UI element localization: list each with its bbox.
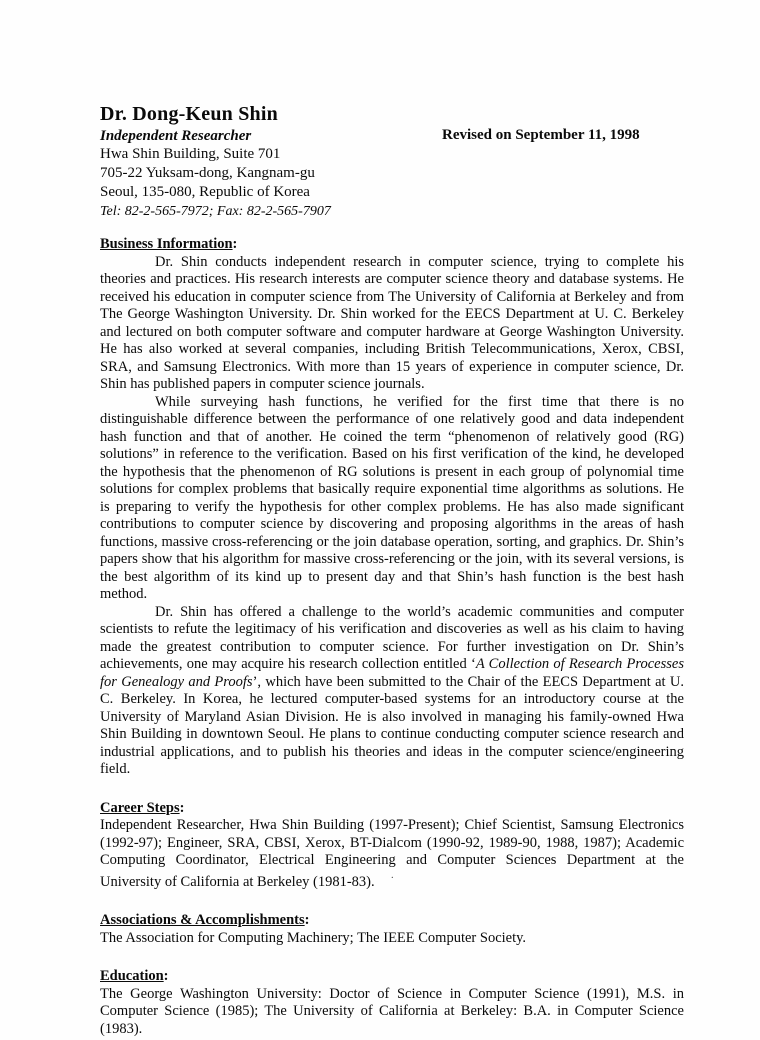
heading-colon: :	[163, 968, 169, 984]
address-line-1: Hwa Shin Building, Suite 701	[100, 146, 281, 162]
heading-colon: :	[179, 799, 185, 816]
career-steps-text	[100, 817, 684, 891]
revision-date: Revised on September 11, 1998	[442, 127, 640, 143]
associations-heading	[100, 912, 684, 930]
associations-text: The Association for Computing Machinery; The IEEE Computer Society.	[100, 929, 527, 946]
heading-text: Career Steps	[100, 799, 180, 816]
heading-text: Associations & Accomplishments	[100, 912, 305, 928]
business-paragraph-1: Dr. Shin conducts independent research in computer science, trying to complete his theories and practices. His research interests are computer science theory and database systems. He received his education in computer science from The University of California at Berkeley and from The George Washington University. Dr. Shin worked for the EECS Department at U. C. Berkeley and lectured on both computer software and computer hardware at George Washington University. He has also worked at several companies, including British Telecommunications, Xerox, CBSI, SRA, and Samsung Electronics. With more than 15 years of experience in computer science, Dr. Shin has published papers in computer science journals.	[100, 253, 684, 392]
heading-colon: :	[232, 236, 238, 252]
career-steps-heading	[100, 800, 684, 818]
tel-fax-line: Tel: 82-2-565-7972; Fax: 82-2-565-7907	[100, 204, 331, 219]
scan-artifact-dot: ·	[390, 872, 394, 884]
business-paragraph-2: While surveying hash functions, he verified for the first time that there is no distinguishable difference between the performance of one relatively good and data independent hash function and that of another. He coined the term “phenomenon of relatively good (RG) solutions” in reference to the verification. Based on his first verification of the kind, he developed the hypothesis that the phenomenon of RG solutions is present in each group of polynomial time solutions for complex problems that basically require exponential time algorithms as solutions. He is preparing to verify the hypothesis for other complex problems. He has also made significant contributions to computer science by discovering and proposing algorithms in the areas of hash functions, massive cross-referencing or the join database operation, sorting, and graphics. Dr. Shin’s papers show that his algorithm for massive cross-referencing or the join, with its several versions, is the best algorithm of its kind up to present day and that Shin’s hash function is the best hash method.	[100, 393, 684, 602]
business-paragraph-3	[100, 604, 684, 779]
heading-text: Education	[100, 968, 164, 984]
address-line-3: Seoul, 135-080, Republic of Korea	[100, 184, 310, 200]
document-header	[100, 102, 684, 221]
address-line-2: 705-22 Yuksam-dong, Kangnam-gu	[100, 165, 315, 181]
heading-colon: :	[304, 912, 310, 928]
section-career-steps	[100, 800, 684, 892]
education-heading	[100, 968, 684, 986]
person-name: Dr. Dong-Keun Shin	[100, 103, 278, 125]
person-role: Independent Researcher	[100, 128, 252, 144]
section-associations	[100, 912, 684, 947]
heading-text: Business Information	[100, 236, 233, 252]
paragraph-3-text-end: ’, which have been submitted to the Chair of the EECS Department at U. C. Berkeley. In Korea, he lectured computer-based systems for an introductory course at the University of Maryland Asian Division. He is also involved in managing his family-owned Hwa Shin Building in downtown Seoul. He plans to continue conducting computer science research and industrial applications, and to publish his theories and ideas in the computer science/engineering field.	[100, 673, 684, 777]
role-row	[100, 126, 684, 145]
business-information-heading	[100, 236, 684, 254]
section-business-information	[100, 236, 684, 779]
section-education	[100, 968, 684, 1038]
research-collection-title: A Collection of Research Processes for Genealogy and Proofs	[100, 656, 684, 690]
paragraph-3-text: Dr. Shin has offered a challenge to the world’s academic communities and computer scientists to refute the legitimacy of his verification and discoveries as well as his claim to having made the greatest contribution to computer science. For further investigation on Dr. Shin’s achievements, one may acquire his research collection entitled ‘	[100, 603, 684, 672]
education-text: The George Washington University: Doctor of Science in Computer Science (1991), M.S. in Computer Science (1985); The University of California at Berkeley: B.A. in Computer Science (1983).	[100, 985, 684, 1037]
career-body: Independent Researcher, Hwa Shin Building (1997-Present); Chief Scientist, Samsung Electronics (1992-97); Engineer, SRA, CBSI, Xerox, BT-Dialcom (1990-92, 1989-90, 1988, 1987); Academic Computing Coordinator, Electrical Engineering and Computer Sciences Department at the University of California at Berkeley (1981-83).	[100, 817, 684, 890]
